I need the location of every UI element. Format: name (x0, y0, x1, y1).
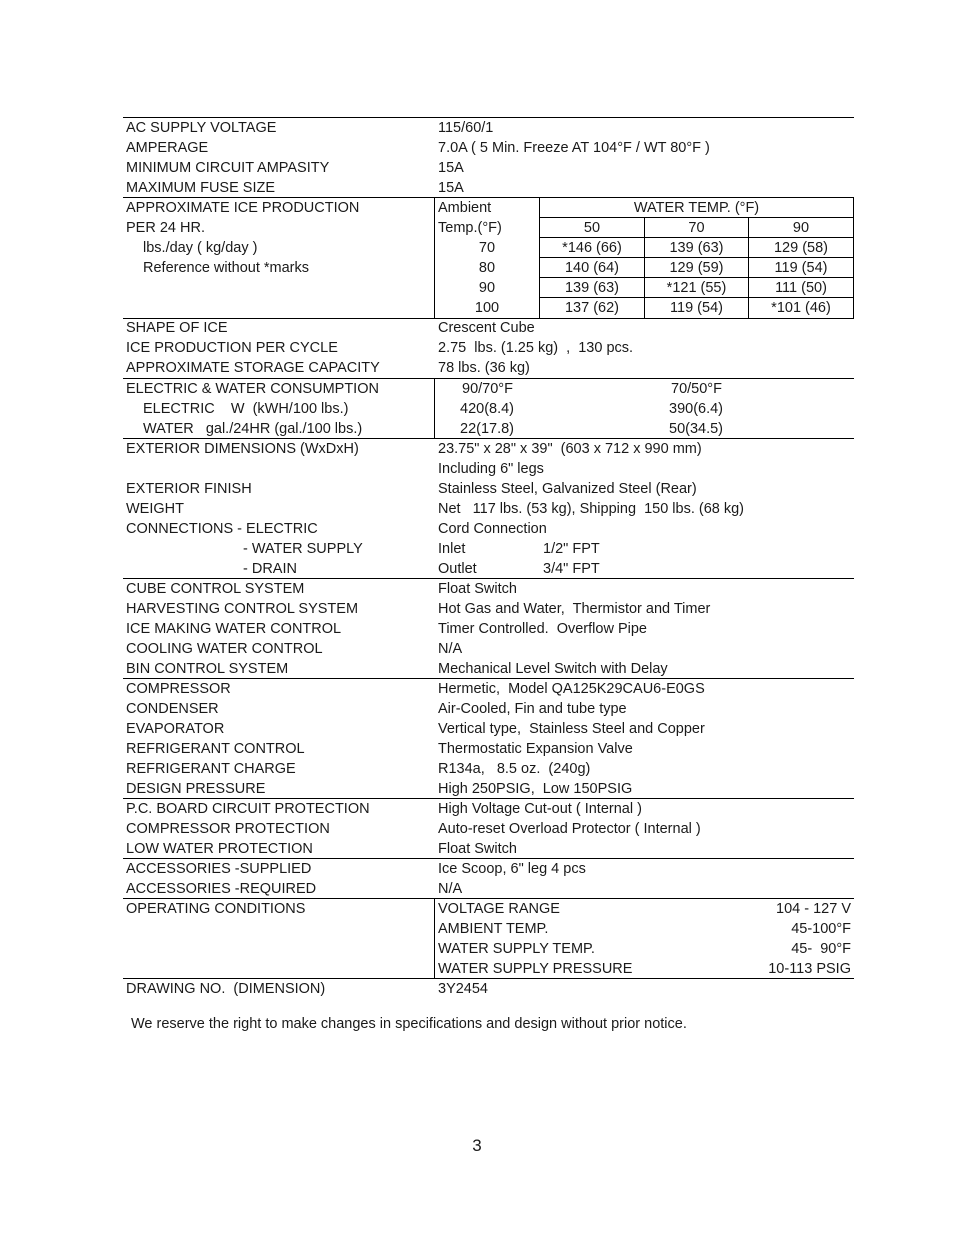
ambient-value: 90 (478, 280, 496, 296)
spec-value: Float Switch (438, 841, 517, 857)
production-cell: 111 (50) (775, 280, 827, 296)
production-cell: 129 (58) (773, 240, 828, 256)
spec-label: AMPERAGE (126, 140, 209, 156)
water-temp-col: 50 (583, 220, 601, 236)
spec-value: N/A (438, 641, 463, 657)
operating-value: 10-113 PSIG (768, 961, 851, 977)
ice-production-label: APPROXIMATE ICE PRODUCTION (126, 200, 360, 216)
production-cell: 140 (64) (564, 260, 619, 276)
spec-value: Float Switch (438, 581, 517, 597)
spec-value: 7.0A ( 5 Min. Freeze AT 104°F / WT 80°F ) (438, 140, 710, 156)
spec-value: Mechanical Level Switch with Delay (438, 661, 668, 677)
spec-value: Inlet (438, 541, 466, 557)
production-cell: 139 (63) (669, 240, 724, 256)
production-cell: 137 (62) (564, 300, 619, 316)
spec-value: 2.75 lbs. (1.25 kg) , 130 pcs. (438, 340, 634, 356)
spec-label: EXTERIOR DIMENSIONS (WxDxH) (126, 441, 359, 457)
page-number: 3 (472, 1136, 482, 1155)
spec-label: ICE MAKING WATER CONTROL (126, 621, 342, 637)
operating-value: 45-100°F (791, 921, 851, 937)
grid-line (853, 197, 854, 318)
ice-production-label: PER 24 HR. (126, 220, 205, 236)
spec-value: 115/60/1 (438, 120, 494, 136)
ice-production-unit: lbs./day ( kg/day ) (143, 240, 258, 256)
spec-label: CONDENSER (126, 701, 219, 717)
spec-label: BIN CONTROL SYSTEM (126, 661, 289, 677)
spec-value: 420(8.4) (460, 401, 515, 417)
spec-value: Thermostatic Expansion Valve (438, 741, 633, 757)
spec-value: 3Y2454 (438, 981, 488, 997)
spec-value: Outlet (438, 561, 477, 577)
ambient-value: 100 (474, 300, 500, 316)
water-temp-col: 70 (688, 220, 705, 236)
spec-label: DRAWING NO. (DIMENSION) (126, 981, 326, 997)
production-cell: 119 (54) (670, 300, 723, 316)
spec-label: - DRAIN (243, 561, 297, 577)
spec-value: Air-Cooled, Fin and tube type (438, 701, 627, 717)
spec-value: 23.75" x 28" x 39" (603 x 712 x 990 mm) (438, 441, 702, 457)
operating-name: WATER SUPPLY PRESSURE (438, 961, 633, 977)
spec-label: APPROXIMATE STORAGE CAPACITY (126, 360, 380, 376)
spec-label: MINIMUM CIRCUIT AMPASITY (126, 160, 330, 176)
spec-label: HARVESTING CONTROL SYSTEM (126, 601, 359, 617)
ambient-value: 80 (478, 260, 496, 276)
spec-value: Hermetic, Model QA125K29CAU6-E0GS (438, 681, 705, 697)
spec-label: ELECTRIC & WATER CONSUMPTION (126, 381, 379, 397)
spec-label: AC SUPPLY VOLTAGE (126, 120, 277, 136)
water-temp-col: 90 (792, 220, 810, 236)
spec-label: LOW WATER PROTECTION (126, 841, 313, 857)
production-cell: 139 (63) (564, 280, 619, 296)
spec-label: SHAPE OF ICE (126, 320, 228, 336)
spec-label: MAXIMUM FUSE SIZE (126, 180, 276, 196)
spec-label: OPERATING CONDITIONS (126, 901, 306, 917)
consumption-col: 90/70°F (462, 381, 513, 397)
ambient-value: 70 (478, 240, 496, 256)
column-divider (434, 378, 435, 438)
spec-value: Crescent Cube (438, 320, 535, 336)
spec-value: 22(17.8) (460, 421, 515, 437)
spec-value: Timer Controlled. Overflow Pipe (438, 621, 647, 637)
operating-value: 45- 90°F (791, 941, 851, 957)
operating-name: AMBIENT TEMP. (438, 921, 549, 937)
spec-label: P.C. BOARD CIRCUIT PROTECTION (126, 801, 370, 817)
spec-value: Net 117 lbs. (53 kg), Shipping 150 lbs. (68 kg) (438, 501, 745, 517)
spec-value: 78 lbs. (36 kg) (438, 360, 530, 376)
spec-label: DESIGN PRESSURE (126, 781, 266, 797)
consumption-col: 70/50°F (671, 381, 722, 397)
production-cell: 119 (54) (774, 260, 828, 276)
production-cell: *121 (55) (666, 280, 727, 296)
ice-production-note: Reference without *marks (143, 260, 310, 276)
spec-value: 1/2" FPT (543, 541, 600, 557)
spec-value: Including 6" legs (438, 461, 544, 477)
spec-value: R134a, 8.5 oz. (240g) (438, 761, 591, 777)
spec-value: Cord Connection (438, 521, 547, 537)
spec-value: High 250PSIG, Low 150PSIG (438, 781, 633, 797)
spec-label: REFRIGERANT CONTROL (126, 741, 305, 757)
disclaimer-notice: We reserve the right to make changes in specifications and design without prior notice. (131, 1016, 687, 1032)
water-temp-header: WATER TEMP. (°F) (633, 200, 760, 216)
spec-label: CUBE CONTROL SYSTEM (126, 581, 305, 597)
operating-value: 104 - 127 V (776, 901, 851, 917)
spec-value: Auto-reset Overload Protector ( Internal ) (438, 821, 701, 837)
spec-label: COMPRESSOR (126, 681, 231, 697)
spec-value: Stainless Steel, Galvanized Steel (Rear) (438, 481, 697, 497)
spec-value: 3/4" FPT (543, 561, 600, 577)
spec-value: 390(6.4) (669, 401, 724, 417)
spec-value: Ice Scoop, 6" leg 4 pcs (438, 861, 586, 877)
spec-value: N/A (438, 881, 463, 897)
spec-label: ELECTRIC W (kWH/100 lbs.) (143, 401, 349, 417)
spec-value: Hot Gas and Water, Thermistor and Timer (438, 601, 711, 617)
spec-label: REFRIGERANT CHARGE (126, 761, 296, 777)
ambient-header: Ambient (438, 200, 492, 216)
operating-name: WATER SUPPLY TEMP. (438, 941, 595, 957)
spec-value: 15A (438, 160, 464, 176)
spec-label: EXTERIOR FINISH (126, 481, 252, 497)
spec-label: EVAPORATOR (126, 721, 225, 737)
spec-label: ACCESSORIES -SUPPLIED (126, 861, 312, 877)
spec-label: - WATER SUPPLY (243, 541, 363, 557)
spec-value: High Voltage Cut-out ( Internal ) (438, 801, 642, 817)
production-cell: 129 (59) (669, 260, 724, 276)
spec-label: CONNECTIONS - ELECTRIC (126, 521, 318, 537)
production-cell: *101 (46) (771, 300, 831, 316)
spec-label: WEIGHT (126, 501, 184, 517)
production-cell: *146 (66) (562, 240, 622, 256)
spec-value: 50(34.5) (669, 421, 724, 437)
spec-value: Vertical type, Stainless Steel and Copper (438, 721, 705, 737)
spec-label: ICE PRODUCTION PER CYCLE (126, 340, 338, 356)
spec-label: ACCESSORIES -REQUIRED (126, 881, 317, 897)
spec-value: 15A (438, 180, 464, 196)
temp-header: Temp.(°F) (438, 220, 502, 236)
spec-label: COOLING WATER CONTROL (126, 641, 323, 657)
operating-name: VOLTAGE RANGE (438, 901, 560, 917)
spec-label: WATER gal./24HR (gal./100 lbs.) (143, 421, 363, 437)
spec-label: COMPRESSOR PROTECTION (126, 821, 330, 837)
column-divider (434, 898, 435, 978)
